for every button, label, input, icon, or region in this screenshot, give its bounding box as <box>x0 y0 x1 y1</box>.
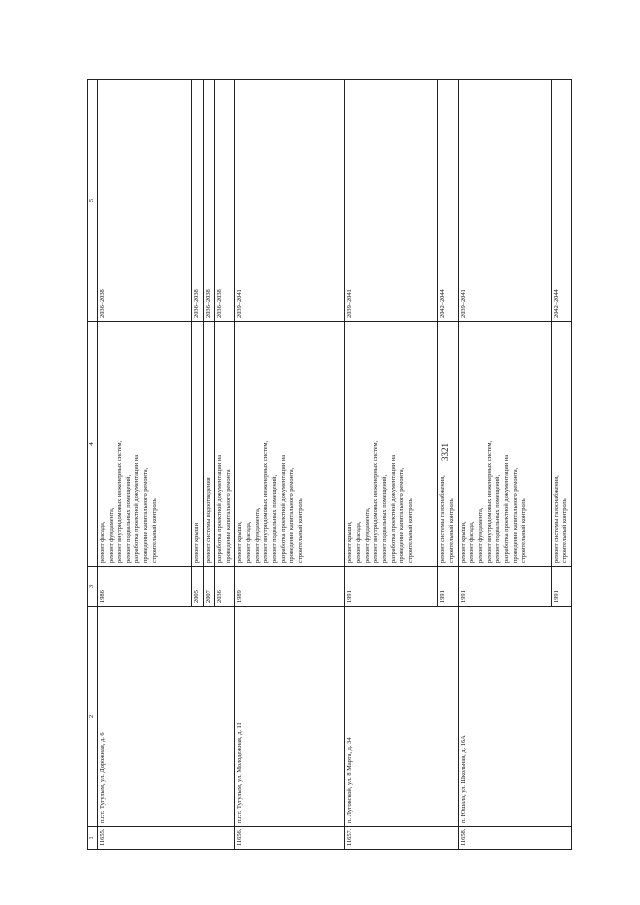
work-item: ремонт внутридомовых инженерных систем, <box>116 440 124 563</box>
table-row <box>97 80 191 850</box>
period-cell: 2039–2041 <box>458 80 551 322</box>
repair-schedule-table <box>87 79 572 850</box>
work-item: ремонт подвальных помещений, <box>124 474 132 563</box>
work-item: разработка проектной документации на <box>389 454 397 563</box>
work-item: разработка проектной документации на <box>216 454 224 563</box>
works-cell <box>551 322 571 567</box>
column-number-5: 5 <box>88 80 98 322</box>
row-number-cell: 11655. <box>97 827 235 850</box>
address-cell: п. Юшала, ул. Школьная, д. 16А <box>458 607 571 827</box>
works-cell <box>458 322 551 567</box>
rotated-table-container <box>87 80 589 850</box>
work-item: ремонт фасада, <box>468 521 476 563</box>
column-number-1: 1 <box>88 827 98 850</box>
work-item: разработка проектной документации на <box>502 454 510 563</box>
work-item: проведение капитального ремонта <box>224 469 232 563</box>
column-number-row <box>88 80 98 850</box>
period-cell: 2036–2038 <box>215 80 235 322</box>
work-item: проведение капитального ремонта, <box>288 467 296 563</box>
work-item: ремонт внутридомовых инженерных систем, <box>372 440 380 563</box>
work-item: ремонт системы газоснабжения, <box>552 475 560 563</box>
year-cell: 1989 <box>235 567 345 607</box>
work-item: ремонт фасада, <box>245 521 253 563</box>
period-cell: 2036–2038 <box>97 80 191 322</box>
work-item: строительный контроль <box>561 498 569 563</box>
year-cell: 1991 <box>458 567 551 607</box>
work-item: ремонт фундамента, <box>477 507 485 563</box>
year-cell: 1986 <box>97 567 191 607</box>
works-cell <box>203 322 215 567</box>
period-cell: 2036–2038 <box>203 80 215 322</box>
table-row <box>345 80 438 850</box>
work-item: ремонт внутридомовых инженерных систем, <box>485 440 493 563</box>
works-cell <box>215 322 235 567</box>
work-item: ремонт системы газоснабжения, <box>439 475 447 563</box>
work-item: ремонт фундамента, <box>253 507 261 563</box>
year-cell: 2007 <box>203 567 215 607</box>
work-item: строительный контроль <box>296 498 304 563</box>
year-cell: 2005 <box>191 567 203 607</box>
work-item: проведение капитального ремонта, <box>142 467 150 563</box>
works-cell <box>191 322 203 567</box>
work-item: ремонт фасада, <box>355 521 363 563</box>
work-item: проведение капитального ремонта, <box>398 467 406 563</box>
row-number-cell: 11657. <box>345 827 458 850</box>
column-number-4: 4 <box>88 322 98 567</box>
work-item: строительный контроль <box>448 498 456 563</box>
address-cell: п.г.т. Тугулым, ул. Молодежная, д. 11 <box>235 607 345 827</box>
works-cell <box>97 322 191 567</box>
works-cell <box>438 322 458 567</box>
work-item: ремонт крыши <box>192 522 200 563</box>
work-item: ремонт подвальных помещений, <box>494 474 502 563</box>
work-item: ремонт подвальных помещений, <box>381 474 389 563</box>
table-body <box>97 80 571 850</box>
period-cell: 2039–2041 <box>235 80 345 322</box>
work-item: ремонт фундамента, <box>363 507 371 563</box>
work-item: ремонт системы водоотведения <box>204 477 212 563</box>
work-item: ремонт фасада, <box>98 521 106 563</box>
work-item: ремонт крыши, <box>346 521 354 563</box>
column-number-3: 3 <box>88 567 98 607</box>
work-item: ремонт фундамента, <box>107 507 115 563</box>
address-cell: п.г.т. Тугулым, ул. Дорожная, д. 6 <box>97 607 235 827</box>
period-cell: 2036–2038 <box>191 80 203 322</box>
year-cell: 1991 <box>438 567 458 607</box>
year-cell: 2036 <box>215 567 235 607</box>
period-cell: 2042–2044 <box>551 80 571 322</box>
period-cell: 2039–2041 <box>345 80 438 322</box>
work-item: разработка проектной документации на <box>133 454 141 563</box>
year-cell: 1991 <box>551 567 571 607</box>
work-item: разработка проектной документации на <box>279 454 287 563</box>
work-item: строительный контроль <box>520 498 528 563</box>
table-row <box>458 80 551 850</box>
row-number-cell: 11656. <box>235 827 345 850</box>
work-item: проведение капитального ремонта, <box>511 467 519 563</box>
work-item: ремонт крыши, <box>236 521 244 563</box>
year-cell: 1991 <box>345 567 438 607</box>
table-row <box>235 80 345 850</box>
address-cell: п. Луговской, ул. 8 Марта, д. 34 <box>345 607 458 827</box>
column-number-2: 2 <box>88 607 98 827</box>
page-number: 3321 <box>440 443 450 461</box>
works-cell <box>345 322 438 567</box>
works-cell <box>235 322 345 567</box>
work-item: ремонт подвальных помещений, <box>271 474 279 563</box>
work-item: ремонт крыши, <box>459 521 467 563</box>
work-item: строительный контроль <box>406 498 414 563</box>
period-cell: 2042–2044 <box>438 80 458 322</box>
work-item: ремонт внутридомовых инженерных систем, <box>262 440 270 563</box>
row-number-cell: 11658. <box>458 827 571 850</box>
work-item: строительный контроль <box>150 498 158 563</box>
